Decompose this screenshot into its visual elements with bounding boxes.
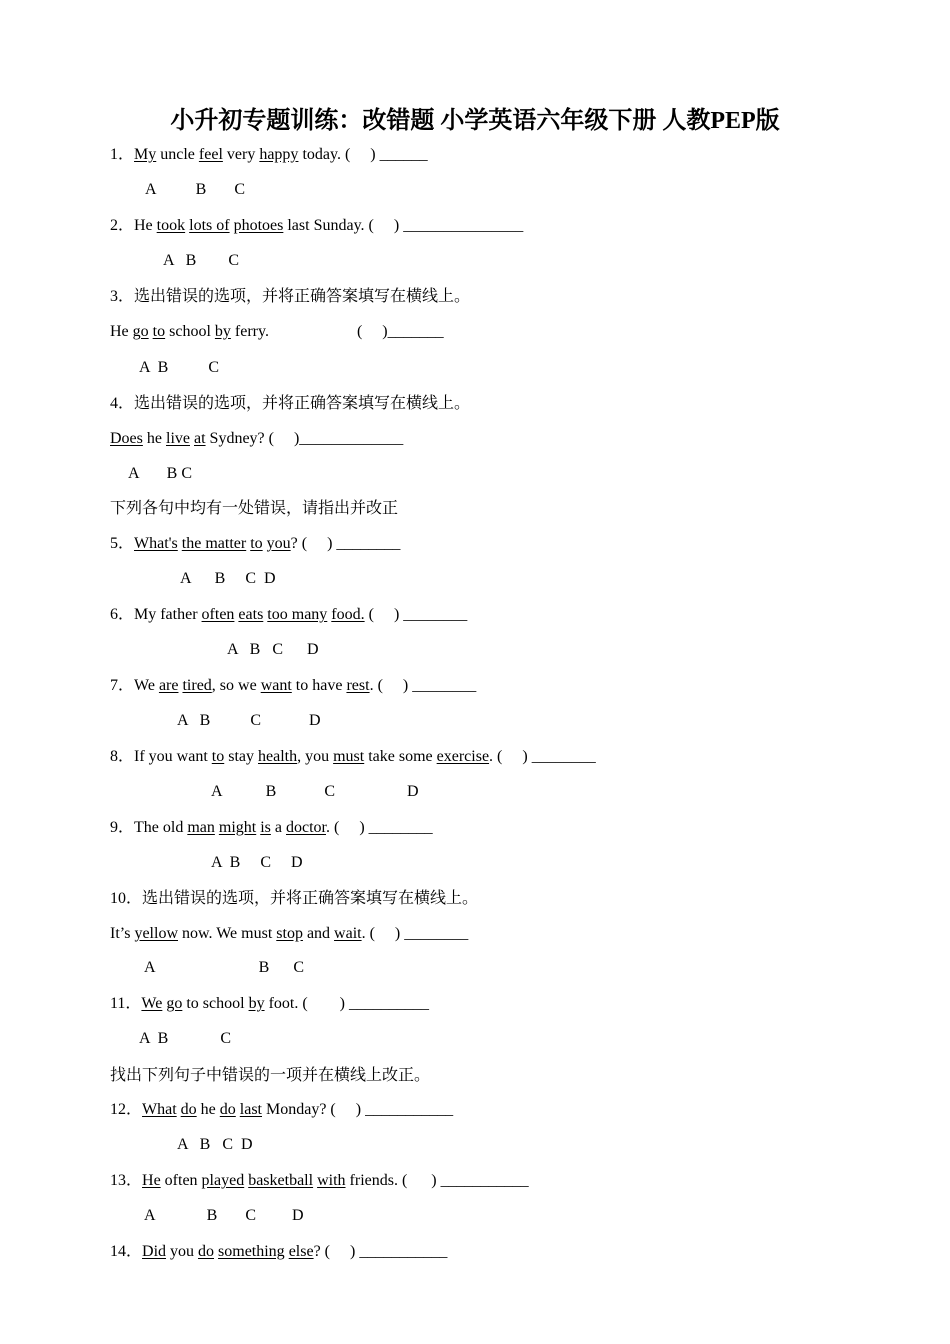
option-letters: A B C [139,1030,232,1047]
question-text: 4．选出错误的选项，并将正确答案填写在横线上。 [110,395,471,412]
question-line [110,429,403,449]
question-text: to have [291,677,347,694]
question-text: 1． [110,146,135,163]
underlined-option: do [198,1243,215,1260]
question-text: ? ( ) ___________ [313,1243,448,1260]
question-text: 5． [110,535,135,552]
underlined-option: the matter [181,535,247,552]
underlined-option: to [211,748,225,765]
question-text: today. ( ) ______ [298,146,428,163]
underlined-option: want [260,677,292,694]
underlined-option: exercise [436,748,490,765]
question-text: often [160,1172,202,1189]
question-text: school [165,323,215,340]
question-text: , so we [211,677,261,694]
underlined-option: Does [110,430,143,447]
underlined-option: rest [346,677,370,694]
question-text: 3．选出错误的选项，并将正确答案填写在横线上。 [110,288,471,305]
question-text: a [270,819,286,836]
question-text: Sydney? ( )_____________ [205,430,404,447]
question-text: ferry. ( )_______ [230,323,444,340]
underlined-option: must [333,748,365,765]
underlined-option: else [288,1243,314,1260]
option-letters: A B C D [177,712,321,729]
underlined-option: something [218,1243,285,1260]
underlined-option: do [180,1101,197,1118]
underlined-option: feel [198,146,223,163]
underlined-option: happy [259,146,299,163]
question-text: . ( ) ________ [326,819,433,836]
question-text: 13． [110,1172,143,1189]
option-letters: A B C [139,359,220,376]
underlined-option: played [201,1172,245,1189]
question-text: 找出下列句子中错误的一项并在横线上改正。 [110,1067,431,1084]
question-line [110,605,467,625]
question-line [110,747,596,767]
underlined-option: Did [142,1243,167,1260]
underlined-option: might [218,819,257,836]
underlined-option: too many [267,606,328,623]
question-text: 7．We [110,677,159,694]
question-line [110,1171,529,1191]
underlined-option: last [239,1101,262,1118]
question-text: 2．He [110,217,157,234]
question-text: ( ) ________ [364,606,468,623]
question-text: foot. ( ) __________ [264,995,429,1012]
question-line [110,924,468,944]
option-letters: A B C D [211,854,303,871]
question-line [110,145,428,165]
question-text: , you [297,748,334,765]
option-letters: A B C [163,252,240,269]
underlined-option: My [134,146,157,163]
underlined-option: He [142,1172,161,1189]
option-letters: A B C D [211,783,419,800]
question-text: and [302,925,335,942]
question-line [110,889,478,909]
question-line [110,1100,453,1120]
question-line [110,994,429,1014]
question-line [110,1242,447,1262]
question-text: very [222,146,260,163]
underlined-option: What [142,1101,177,1118]
underlined-option: to [152,323,166,340]
option-letters: A B C [144,959,305,976]
question-text: Monday? ( ) ___________ [262,1101,454,1118]
underlined-option: stop [276,925,303,942]
underlined-option: go [166,995,183,1012]
underlined-option: took [156,217,186,234]
underlined-option: often [201,606,235,623]
question-text: 6．My father [110,606,202,623]
option-letters: A B C [145,181,246,198]
question-text: 12． [110,1101,143,1118]
question-line [110,287,470,307]
question-text: 8．If you want [110,748,212,765]
underlined-option: do [219,1101,236,1118]
underlined-option: basketball [248,1172,314,1189]
question-line [110,499,398,519]
underlined-option: lots of [189,217,230,234]
option-letters: A B C D [227,641,319,658]
question-text: he [196,1101,220,1118]
underlined-option: doctor [286,819,326,836]
question-text: 11． [110,995,142,1012]
underlined-option: you [266,535,291,552]
question-text: . ( ) ________ [369,677,477,694]
page-title: 小升初专题训练：改错题 小学英语六年级下册 人教PEP版 [170,108,780,134]
question-text: friends. ( ) ___________ [345,1172,529,1189]
question-text: He [110,323,133,340]
underlined-option: by [214,323,231,340]
question-text: . ( ) ________ [489,748,596,765]
underlined-option: are [158,677,179,694]
underlined-option: is [260,819,271,836]
question-line [110,394,470,414]
option-letters: A B C D [144,1207,304,1224]
question-text: 下列各句中均有一处错误，请指出并改正 [110,500,399,517]
underlined-option: We [141,995,163,1012]
underlined-option: eats [238,606,264,623]
question-text: . ( ) ________ [361,925,469,942]
underlined-option: live [166,430,190,447]
underlined-option: go [132,323,149,340]
underlined-option: man [187,819,215,836]
option-letters: A B C D [177,1136,253,1153]
underlined-option: yellow [134,925,178,942]
underlined-option: photoes [233,217,284,234]
question-text: ? ( ) ________ [290,535,401,552]
underlined-option: to [250,535,263,552]
option-letters: A B C D [180,570,276,587]
underlined-option: food. [331,606,365,623]
question-text: It’s [110,925,135,942]
underlined-option: with [317,1172,346,1189]
question-text: last Sunday. ( ) _______________ [283,217,524,234]
question-text: to school [182,995,249,1012]
question-text: take some [364,748,437,765]
question-line [110,818,433,838]
option-letters: A B C [128,465,193,482]
question-line [110,216,523,236]
underlined-option: health [258,748,298,765]
underlined-option: at [194,430,206,447]
question-text: 10．选出错误的选项，并将正确答案填写在横线上。 [110,890,479,907]
question-text: uncle [156,146,199,163]
question-text: 14． [110,1243,143,1260]
question-text: you [166,1243,199,1260]
question-text: 9．The old [110,819,188,836]
question-line [110,322,444,342]
question-line [110,534,400,554]
question-line [110,676,476,696]
underlined-option: tired [182,677,212,694]
question-text: now. We must [178,925,277,942]
question-line [110,1066,430,1086]
underlined-option: by [248,995,265,1012]
underlined-option: What's [134,535,178,552]
underlined-option: wait [334,925,362,942]
question-text: stay [224,748,258,765]
question-text: he [142,430,166,447]
